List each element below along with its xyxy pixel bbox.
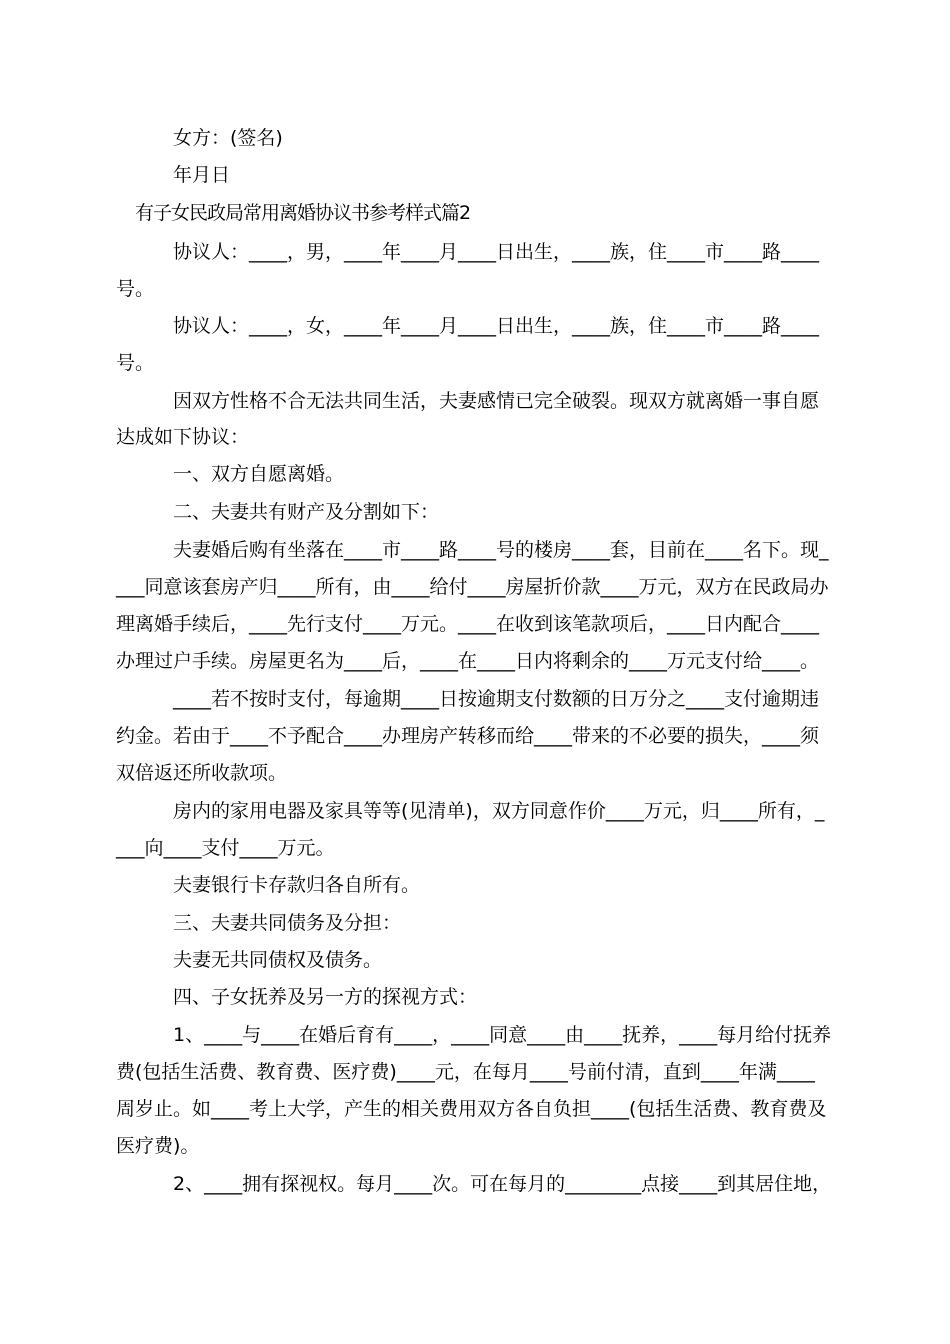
property-paragraph-line-1: 夫妻婚后购有坐落在____市____路____号的楼房____套，目前在____名下。现_ (173, 539, 829, 561)
custody-paragraph-line-4: 医疗费)。 (116, 1135, 200, 1157)
penalty-paragraph-line-2: 约金。若由于____不予配合____办理房产转移而给____带来的不必要的损失，____须 (116, 725, 820, 747)
clause-four-heading: 四、子女抚养及另一方的探视方式： (173, 986, 478, 1008)
party-one-line-2: 号。 (116, 278, 155, 300)
property-paragraph-line-4: 办理过户手续。房屋更名为____后，____在____日内将剩余的____万元支付给____。 (116, 650, 820, 672)
party-two-line-2: 号。 (116, 352, 155, 374)
preamble-line-1: 因双方性格不合无法共同生活，夫妻感情已完全破裂。现双方就离婚一事自愿 (173, 390, 820, 412)
clause-one-heading: 一、双方自愿离婚。 (173, 463, 345, 485)
furniture-paragraph-line-1: 房内的家用电器及家具等等(见清单)，双方同意作价____万元，归____所有，_ (173, 800, 825, 822)
clause-three-heading: 三、夫妻共同债务及分担： (173, 912, 402, 934)
furniture-paragraph-line-2: ___向____支付____万元。 (116, 837, 335, 859)
property-paragraph-line-3: 理离婚手续后，____先行支付____万元。____在收到该笔款项后，____日内配合____ (116, 613, 820, 635)
custody-paragraph-line-1: 1、____与____在婚后育有____，____同意____由____抚养，____每月给付抚养 (173, 1024, 832, 1046)
penalty-paragraph-line-3: 双倍返还所收款项。 (116, 762, 288, 784)
party-two-line-1: 协议人：____，女，____年____月____日出生，____族，住____市____路____ (173, 315, 820, 337)
penalty-paragraph-line-1: ____若不按时支付，每逾期____日按逾期支付数额的日万分之____支付逾期违 (173, 688, 820, 710)
bank-deposit-line: 夫妻银行卡存款归各自所有。 (173, 874, 421, 896)
custody-paragraph-line-2: 费(包括生活费、教育费、医疗费)____元，在每月____号前付清，直到____年满____ (116, 1061, 815, 1083)
property-paragraph-line-2: ___同意该套房产归____所有，由____给付____房屋折价款____万元，双方在民政局办 (116, 576, 829, 598)
clause-two-heading: 二、夫妻共有财产及分割如下： (173, 501, 440, 523)
visitation-paragraph-line-1: 2、____拥有探视权。每月____次。可在每月的________点接____到其居住地， (173, 1173, 832, 1195)
signature-line-female: 女方：(签名) (173, 127, 283, 149)
custody-paragraph-line-3: 周岁止。如____考上大学，产生的相关费用双方各自负担____(包括生活费、教育费及 (116, 1098, 827, 1120)
section-title: 有子女民政局常用离婚协议书参考样式篇2 (135, 202, 471, 224)
party-one-line-1: 协议人：____，男，____年____月____日出生，____族，住____市____路____ (173, 241, 820, 263)
debt-line: 夫妻无共同债权及债务。 (173, 949, 383, 971)
preamble-line-2: 达成如下协议： (116, 426, 250, 448)
date-line: 年月日 (173, 164, 231, 186)
